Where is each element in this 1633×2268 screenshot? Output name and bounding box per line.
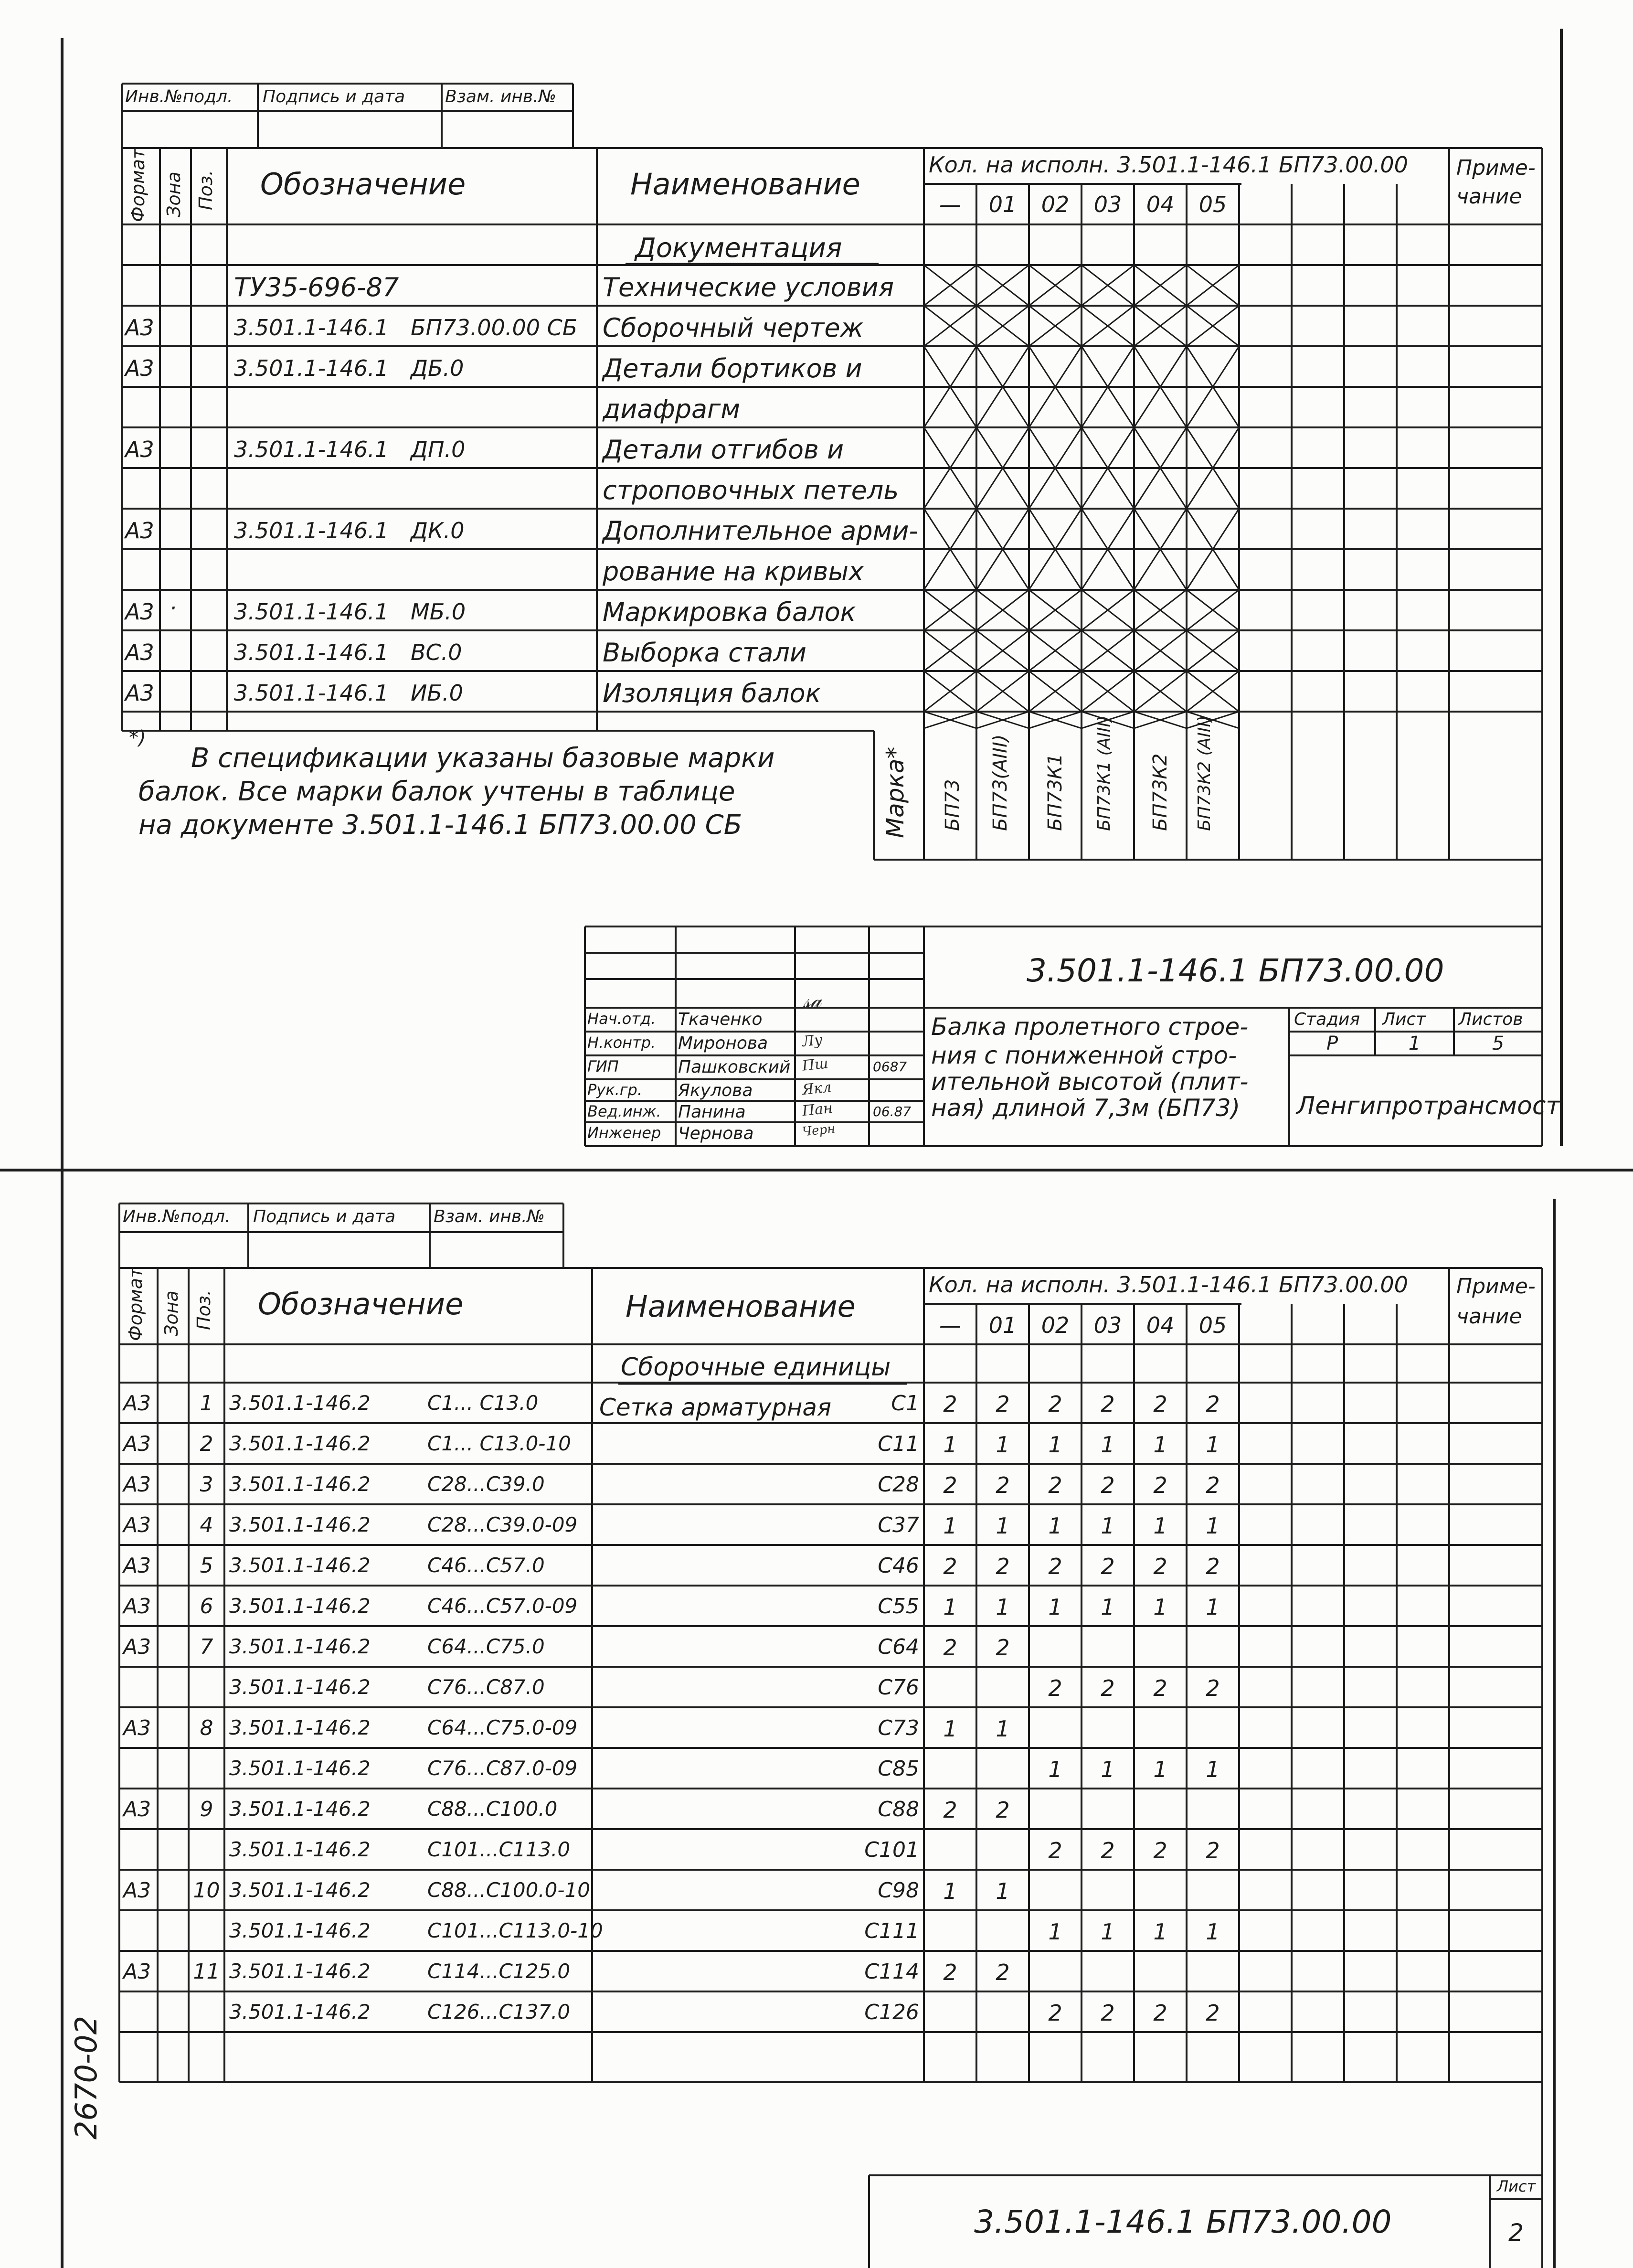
- date-2: 0687: [873, 1059, 907, 1075]
- mark-1: БП73(АIII): [989, 734, 1011, 831]
- row-format: А3: [123, 1878, 151, 1903]
- archive-number: 2670-02: [69, 2015, 104, 2140]
- name-4: Панина: [678, 1102, 746, 1122]
- row-oboz-b: С28...С39.0-09: [427, 1513, 578, 1536]
- kol-col-3: 03: [1093, 1312, 1122, 1338]
- row-mark: С111: [864, 1919, 919, 1943]
- row-oboz-b: С126...С137.0: [427, 2000, 571, 2023]
- stamp-sign-label: Подпись и дата: [253, 1207, 396, 1226]
- row-qty-03: 2: [1101, 1675, 1115, 1701]
- note-line-1: В спецификации указаны базовые марки: [191, 743, 775, 774]
- mark-5: БП73К2 (АIII): [1195, 715, 1214, 831]
- row-qty-03: 1: [1101, 1513, 1115, 1539]
- row-oboz-a: 3.501.1-146.2: [229, 1878, 371, 1902]
- role-3: Рук.гр.: [587, 1081, 643, 1099]
- row-qty-02: 2: [1048, 2000, 1062, 2026]
- col-prim-header-1: Приме-: [1456, 156, 1536, 180]
- kol-col-2: 02: [1041, 1312, 1070, 1338]
- row-qty-04: 2: [1153, 2000, 1167, 2026]
- row-oboz-a: 3.501.1-146.1: [234, 639, 389, 665]
- row-qty-01: 2: [996, 1797, 1010, 1823]
- col-pos-header: Поз.: [193, 1289, 214, 1330]
- description-line-3: ительной высотой (плит-: [931, 1068, 1249, 1096]
- row-qty-05: 2: [1206, 1472, 1220, 1498]
- note-star: *): [129, 727, 146, 749]
- row-qty-03: 2: [1101, 2000, 1115, 2026]
- stage-value: Р: [1326, 1033, 1338, 1054]
- row-mark: С114: [864, 1959, 919, 1984]
- col-prim-header-1: Приме-: [1456, 1274, 1536, 1299]
- row-oboz-b: С46...С57.0-09: [427, 1594, 578, 1618]
- row-oboz-a: 3.501.1-146.2: [229, 1635, 371, 1658]
- row-qty-01: 1: [996, 1594, 1010, 1620]
- description-line-1: Балка пролетного строе-: [931, 1013, 1249, 1041]
- row-qty-02: 2: [1048, 1838, 1062, 1863]
- row-naim: Маркировка балок: [603, 597, 856, 627]
- col-prim-header-2: чание: [1456, 1304, 1522, 1329]
- row-mark: С37: [878, 1513, 919, 1537]
- row-pos: 4: [200, 1513, 213, 1537]
- signature: Лу: [801, 1031, 824, 1051]
- row-qty-05: 1: [1206, 1513, 1220, 1539]
- row-qty-dash: 1: [943, 1716, 957, 1742]
- row-oboz-a: 3.501.1-146.2: [229, 1554, 371, 1577]
- row-qty-dash: 2: [943, 1472, 957, 1498]
- row-oboz-a: 3.501.1-146.1: [234, 680, 389, 706]
- row-qty-01: 1: [996, 1716, 1010, 1742]
- row-oboz-b: МБ.0: [411, 599, 466, 625]
- row-qty-dash: 2: [943, 1797, 957, 1823]
- row-pos: 8: [200, 1716, 213, 1740]
- row-qty-01: 2: [996, 1635, 1010, 1661]
- row-oboz-a: 3.501.1-146.2: [229, 2000, 371, 2023]
- row-qty-04: 1: [1153, 1757, 1167, 1782]
- row-qty-05: 1: [1206, 1757, 1220, 1782]
- row-format: А3: [123, 1432, 151, 1456]
- row-qty-04: 2: [1153, 1472, 1167, 1498]
- role-2: ГИП: [587, 1057, 619, 1075]
- row-oboz-b: ДБ.0: [411, 355, 464, 381]
- stage-label: Стадия: [1294, 1010, 1360, 1029]
- row-qty-01: 1: [996, 1513, 1010, 1539]
- row-oboz-a: 3.501.1-146.2: [229, 1472, 371, 1496]
- row-qty-01: 2: [996, 1554, 1010, 1579]
- role-0: Нач.отд.: [587, 1010, 656, 1028]
- row-pos: 11: [193, 1959, 220, 1984]
- row-qty-04: 1: [1153, 1432, 1167, 1458]
- row-oboz-b: С88...С100.0: [427, 1797, 558, 1821]
- row-naim: Сборочный чертеж: [603, 313, 864, 343]
- row-oboz-b: С114...С125.0: [427, 1959, 571, 1983]
- row-pos: 1: [200, 1391, 213, 1416]
- col-oboz-header: Обозначение: [260, 167, 466, 202]
- row-mark: С76: [878, 1675, 919, 1700]
- row-oboz-b: БП73.00.00 СБ: [411, 315, 578, 341]
- mark-4: БП73К2: [1149, 753, 1171, 831]
- row-qty-05: 1: [1206, 1594, 1220, 1620]
- row-qty-02: 1: [1048, 1757, 1062, 1782]
- row-qty-dash: 1: [943, 1513, 957, 1539]
- row-format: А3: [123, 1635, 151, 1659]
- row-oboz-a: 3.501.1-146.1: [234, 315, 389, 341]
- col-pos-header: Поз.: [195, 170, 216, 210]
- row-pos: 7: [200, 1635, 213, 1659]
- row-qty-01: 1: [996, 1432, 1010, 1458]
- row-naim: Технические условия: [603, 272, 894, 302]
- row-oboz-b: ДП.0: [411, 437, 466, 462]
- row-format: А3: [123, 1391, 151, 1416]
- row-qty-05: 2: [1206, 1838, 1220, 1863]
- signature: 𝓈𝒶: [801, 988, 823, 1014]
- col-oboz-header: Обозначение: [258, 1287, 464, 1321]
- row-qty-02: 1: [1048, 1594, 1062, 1620]
- col-zone-header: Зона: [161, 1290, 182, 1336]
- row-oboz-b: С64...С75.0: [427, 1635, 545, 1658]
- row-qty-03: 1: [1101, 1919, 1115, 1945]
- row-format: А3: [123, 1472, 151, 1497]
- marka-label: Марка*: [881, 746, 909, 838]
- row-qty-03: 2: [1101, 1472, 1115, 1498]
- row-oboz-b: С28...С39.0: [427, 1472, 545, 1496]
- row-naim: Детали отгибов и: [603, 435, 844, 465]
- row-format: А3: [125, 518, 154, 543]
- row-mark: С101: [864, 1838, 919, 1862]
- row-qty-04: 1: [1153, 1919, 1167, 1945]
- footer-sheet-label: Лист: [1497, 2177, 1536, 2195]
- row-qty-dash: 2: [943, 1554, 957, 1579]
- row-qty-02: 1: [1048, 1432, 1062, 1458]
- sheets-value: 5: [1492, 1033, 1505, 1054]
- mark-3: БП73К1 (АIII): [1094, 715, 1114, 831]
- mark-2: БП73К1: [1044, 753, 1066, 831]
- row-qty-dash: 1: [943, 1878, 957, 1904]
- sheet-value: 1: [1408, 1033, 1421, 1054]
- row-mark: С73: [878, 1716, 919, 1740]
- row-oboz-a: 3.501.1-146.1: [234, 518, 389, 543]
- row-format: А3: [125, 680, 154, 706]
- row-format: А3: [123, 1959, 151, 1984]
- row-oboz-a: 3.501.1-146.2: [229, 1838, 371, 1861]
- item-name: Сетка арматурная: [599, 1394, 832, 1421]
- row-qty-01: 2: [996, 1391, 1010, 1417]
- kol-col-4: 04: [1146, 192, 1175, 217]
- row-format: А3: [125, 599, 154, 625]
- kol-col-5: 05: [1198, 192, 1227, 217]
- row-oboz-b: ДК.0: [411, 518, 465, 543]
- description-line-2: ния с пониженной стро-: [931, 1042, 1237, 1069]
- row-oboz-b: С101...С113.0-10: [427, 1919, 603, 1942]
- row-qty-02: 2: [1048, 1472, 1062, 1498]
- row-oboz-b: С1... С13.0: [427, 1391, 539, 1415]
- kol-col-5: 05: [1198, 1312, 1227, 1338]
- mark-0: БП73: [942, 779, 964, 831]
- footer-doc-code: 3.501.1-146.1 БП73.00.00: [974, 2204, 1392, 2240]
- row-oboz-a: 3.501.1-146.2: [229, 1757, 371, 1780]
- row-mark: С46: [878, 1554, 919, 1578]
- row-format: А3: [123, 1513, 151, 1537]
- row-oboz-b: С1... С13.0-10: [427, 1432, 571, 1455]
- name-3: Якулова: [678, 1081, 753, 1100]
- row-qty-05: 2: [1206, 1391, 1220, 1417]
- row-mark: С28: [878, 1472, 919, 1497]
- row-qty-05: 1: [1206, 1919, 1220, 1945]
- row-oboz-a: 3.501.1-146.2: [229, 1432, 371, 1455]
- row-naim: Выборка стали: [603, 638, 807, 668]
- row-qty-02: 1: [1048, 1513, 1062, 1539]
- row-format: А3: [123, 1554, 151, 1578]
- row-oboz-a: ТУ35-696-87: [234, 272, 399, 302]
- role-5: Инженер: [587, 1124, 661, 1142]
- row-oboz-a: 3.501.1-146.2: [229, 1919, 371, 1942]
- description-line-4: ная) длиной 7,3м (БП73): [931, 1094, 1241, 1122]
- row-qty-02: 1: [1048, 1919, 1062, 1945]
- signature: Черн: [801, 1121, 836, 1139]
- col-zone-header: Зона: [163, 171, 184, 217]
- row-qty-dash: 2: [943, 1635, 957, 1661]
- kol-col-0: —: [939, 192, 961, 217]
- row-mark: С85: [878, 1757, 919, 1781]
- row-mark: С126: [864, 2000, 919, 2024]
- row-qty-04: 2: [1153, 1675, 1167, 1701]
- row-oboz-a: 3.501.1-146.2: [229, 1797, 371, 1821]
- stamp-replace-label: Взам. инв.№: [445, 87, 556, 106]
- row-pos: 5: [200, 1554, 213, 1578]
- row-qty-04: 2: [1153, 1554, 1167, 1579]
- row-oboz-b: С76...С87.0: [427, 1675, 545, 1699]
- kol-col-3: 03: [1093, 192, 1122, 217]
- row-oboz-a: 3.501.1-146.2: [229, 1513, 371, 1536]
- stamp-replace-label: Взам. инв.№: [434, 1207, 545, 1226]
- row-oboz-b: С64...С75.0-09: [427, 1716, 578, 1739]
- row-qty-dash: 2: [943, 1391, 957, 1417]
- name-5: Чернова: [678, 1124, 754, 1143]
- row-oboz-b: С76...С87.0-09: [427, 1757, 578, 1780]
- sheet-label: Лист: [1382, 1010, 1426, 1029]
- row-qty-05: 2: [1206, 1554, 1220, 1579]
- kol-col-0: —: [939, 1312, 961, 1338]
- row-qty-03: 1: [1101, 1594, 1115, 1620]
- stamp-inv-label: Инв.№подл.: [123, 1207, 231, 1226]
- row-qty-03: 2: [1101, 1554, 1115, 1579]
- section-title: Сборочные единицы: [621, 1353, 891, 1382]
- signature: Якл: [801, 1078, 832, 1099]
- row-format: А3: [125, 355, 154, 381]
- row-qty-03: 1: [1101, 1757, 1115, 1782]
- kol-col-2: 02: [1041, 192, 1070, 217]
- kol-col-1: 01: [988, 192, 1017, 217]
- col-naim-header: Наименование: [626, 1289, 856, 1324]
- col-naim-header: Наименование: [630, 167, 860, 202]
- col-kol-header: Кол. на исполн. 3.501.1-146.1 БП73.00.00: [929, 1272, 1408, 1298]
- row-qty-01: 1: [996, 1878, 1010, 1904]
- row-oboz-a: 3.501.1-146.2: [229, 1391, 371, 1415]
- row-qty-04: 1: [1153, 1513, 1167, 1539]
- row-oboz-a: 3.501.1-146.2: [229, 1716, 371, 1739]
- row-naim: диафрагм: [603, 394, 741, 424]
- row-mark: С55: [878, 1594, 919, 1618]
- row-qty-dash: 2: [943, 1959, 957, 1985]
- name-0: Ткаченко: [678, 1010, 763, 1029]
- footer-sheet-number: 2: [1508, 2219, 1524, 2247]
- row-pos: 9: [200, 1797, 213, 1821]
- row-mark: С1: [891, 1391, 919, 1416]
- role-4: Вед.инж.: [587, 1102, 661, 1120]
- row-naim: рование на кривых: [603, 556, 864, 586]
- row-oboz-b: С88...С100.0-10: [427, 1878, 590, 1902]
- kol-col-1: 01: [988, 1312, 1017, 1338]
- note-line-2: балок. Все марки балок учтены в таблице: [138, 776, 735, 807]
- row-mark: С88: [878, 1797, 919, 1821]
- note-line-3: на документе 3.501.1-146.1 БП73.00.00 СБ: [138, 809, 742, 841]
- row-naim: Изоляция балок: [603, 678, 821, 708]
- row-qty-dash: 1: [943, 1594, 957, 1620]
- stamp-inv-label: Инв.№подл.: [125, 87, 233, 106]
- row-oboz-a: 3.501.1-146.1: [234, 355, 389, 381]
- row-qty-05: 2: [1206, 2000, 1220, 2026]
- section-title: Документация: [635, 233, 842, 264]
- row-qty-03: 1: [1101, 1432, 1115, 1458]
- date-4: 06.87: [873, 1104, 912, 1119]
- role-1: Н.контр.: [587, 1033, 656, 1052]
- signature: Пан: [801, 1099, 834, 1120]
- row-qty-05: 2: [1206, 1675, 1220, 1701]
- kol-col-4: 04: [1146, 1312, 1175, 1338]
- row-qty-02: 2: [1048, 1554, 1062, 1579]
- row-qty-03: 2: [1101, 1391, 1115, 1417]
- row-format: А3: [123, 1716, 151, 1740]
- name-1: Миронова: [678, 1033, 768, 1053]
- row-qty-01: 2: [996, 1959, 1010, 1985]
- row-mark: С98: [878, 1878, 919, 1903]
- row-qty-02: 2: [1048, 1675, 1062, 1701]
- row-pos: 6: [200, 1594, 213, 1618]
- signature: Пш: [801, 1055, 829, 1075]
- row-oboz-a: 3.501.1-146.2: [229, 1959, 371, 1983]
- row-qty-dash: 1: [943, 1432, 957, 1458]
- row-qty-05: 1: [1206, 1432, 1220, 1458]
- doc-code: 3.501.1-146.1 БП73.00.00: [1027, 952, 1444, 989]
- row-oboz-a: 3.501.1-146.1: [234, 437, 389, 462]
- row-oboz-a: 3.501.1-146.2: [229, 1675, 371, 1699]
- row-qty-04: 2: [1153, 1391, 1167, 1417]
- col-format-header: Формат: [125, 1267, 146, 1341]
- row-naim: Дополнительное арми-: [603, 516, 918, 546]
- row-qty-04: 1: [1153, 1594, 1167, 1620]
- row-zone: ·: [170, 595, 177, 621]
- row-format: А3: [123, 1594, 151, 1618]
- row-pos: 10: [193, 1878, 220, 1903]
- row-mark: С64: [878, 1635, 919, 1659]
- row-format: А3: [125, 315, 154, 341]
- row-format: А3: [123, 1797, 151, 1821]
- col-format-header: Формат: [127, 148, 148, 222]
- row-format: А3: [125, 437, 154, 462]
- row-qty-01: 2: [996, 1472, 1010, 1498]
- row-oboz-b: ВС.0: [411, 639, 462, 665]
- row-oboz-a: 3.501.1-146.2: [229, 1594, 371, 1618]
- row-mark: С11: [878, 1432, 919, 1456]
- row-pos: 2: [200, 1432, 213, 1456]
- organization: Ленгипротрансмост: [1296, 1092, 1560, 1120]
- name-2: Пашковский: [678, 1057, 791, 1077]
- row-naim: Детали бортиков и: [603, 353, 862, 383]
- col-kol-header: Кол. на исполн. 3.501.1-146.1 БП73.00.00: [929, 152, 1408, 178]
- stamp-sign-label: Подпись и дата: [263, 87, 405, 106]
- row-oboz-b: С46...С57.0: [427, 1554, 545, 1577]
- row-oboz-b: ИБ.0: [411, 680, 463, 706]
- row-oboz-b: С101...С113.0: [427, 1838, 571, 1861]
- col-prim-header-2: чание: [1456, 184, 1522, 209]
- row-pos: 3: [200, 1472, 213, 1497]
- row-qty-02: 2: [1048, 1391, 1062, 1417]
- row-oboz-a: 3.501.1-146.1: [234, 599, 389, 625]
- row-format: А3: [125, 639, 154, 665]
- row-naim: строповочных петель: [603, 475, 899, 505]
- row-qty-04: 2: [1153, 1838, 1167, 1863]
- row-qty-03: 2: [1101, 1838, 1115, 1863]
- sheets-label: Листов: [1459, 1010, 1523, 1029]
